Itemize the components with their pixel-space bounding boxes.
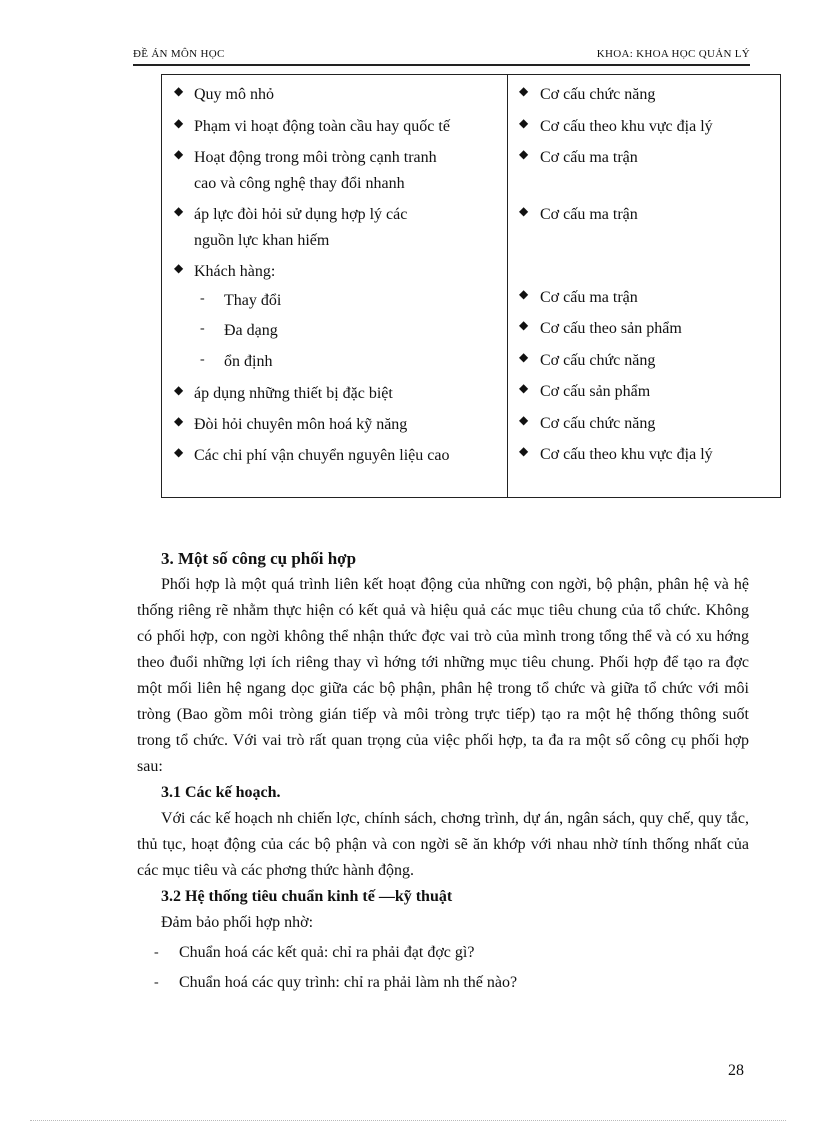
- right-item: Cơ cấu ma trận: [540, 206, 638, 223]
- right-item: Cơ cấu chức năng: [540, 352, 656, 369]
- left-item: Các chi phí vận chuyển nguyên liệu cao: [194, 447, 450, 464]
- structure-table: [161, 74, 781, 498]
- diamond-bullet-icon: ◆: [174, 84, 184, 98]
- diamond-bullet-icon: ◆: [519, 116, 529, 130]
- diamond-bullet-icon: ◆: [174, 261, 184, 275]
- right-item: Cơ cấu chức năng: [540, 415, 656, 432]
- right-item: Cơ cấu sản phẩm: [540, 383, 651, 400]
- list-item-text: Chuẩn hoá các quy trình: chỉ ra phải làm nh thế nào?: [179, 974, 518, 991]
- section-3-1-heading: 3.1 Các kế hoạch.: [161, 784, 281, 801]
- diamond-bullet-icon: ◆: [174, 383, 184, 397]
- diamond-bullet-icon: ◆: [174, 445, 184, 459]
- header-right-title: KHOA: KHOA HỌC QUẢN LÝ: [596, 48, 750, 60]
- diamond-bullet-icon: ◆: [519, 350, 529, 364]
- left-subitem: Đa dạng: [224, 322, 278, 339]
- left-item: Khách hàng:: [194, 263, 276, 280]
- section-3-paragraph: Phối hợp là một quá trình liên kết hoạt động của những con ngời, bộ phận, phân hệ và hệ thống riêng rẽ nhằm thực hiện có kết quả và hiệu quả các mục tiêu chung của tổ chức. Không có phối hợp, con ngời không thể nhận thức đợc vai trò của mình trong tổng thể và có xu hớng theo đuổi những lợi ích riêng thay vì hớng tới những mục tiêu chung. Phối hợp để tạo ra đợc một mối liên hệ ngang dọc giữa các bộ phận, phân hệ trong tổ chức và giữa tổ chức với môi tròng (Bao gồm môi tròng gián tiếp và môi tròng trực tiếp) tạo ra một hệ thống thông suốt trong tổ chức. Với vai trò rất quan trọng của việc phối hợp, ta đa ra một số công cụ phối hợp sau:: [137, 576, 749, 775]
- diamond-bullet-icon: ◆: [519, 413, 529, 427]
- right-item: Cơ cấu theo khu vực địa lý: [540, 446, 713, 463]
- left-item-continuation: nguồn lực khan hiếm: [194, 232, 330, 249]
- left-subitem: Thay đổi: [224, 292, 282, 309]
- dash-bullet-icon: -: [154, 975, 159, 990]
- section-3-2-intro: Đảm bảo phối hợp nhờ:: [161, 914, 314, 931]
- left-item-continuation: cao và công nghệ thay đổi nhanh: [194, 175, 405, 192]
- left-item: Hoạt động trong môi tròng cạnh tranh: [194, 149, 437, 166]
- list-item: [137, 970, 749, 1000]
- dash-bullet-icon: -: [200, 321, 205, 336]
- section-3: [137, 546, 749, 1000]
- left-item: Quy mô nhỏ: [194, 86, 274, 103]
- right-item: Cơ cấu ma trận: [540, 149, 638, 166]
- dash-bullet-icon: -: [200, 291, 205, 306]
- dash-bullet-icon: -: [154, 945, 159, 960]
- diamond-bullet-icon: ◆: [174, 147, 184, 161]
- right-item: Cơ cấu theo khu vực địa lý: [540, 118, 713, 135]
- right-item: Cơ cấu ma trận: [540, 289, 638, 306]
- list-item: [137, 940, 749, 970]
- diamond-bullet-icon: ◆: [519, 318, 529, 332]
- footer-divider: [30, 1120, 786, 1121]
- diamond-bullet-icon: ◆: [519, 287, 529, 301]
- page-number: 28: [728, 1062, 744, 1079]
- left-item: Đòi hỏi chuyên môn hoá kỹ năng: [194, 416, 408, 433]
- left-item: Phạm vi hoạt động toàn cầu hay quốc tế: [194, 118, 450, 135]
- diamond-bullet-icon: ◆: [519, 204, 529, 218]
- section-3-2-heading: 3.2 Hệ thống tiêu chuẩn kinh tế —kỹ thuật: [161, 888, 453, 905]
- diamond-bullet-icon: ◆: [174, 414, 184, 428]
- dash-bullet-icon: -: [200, 352, 205, 367]
- diamond-bullet-icon: ◆: [519, 147, 529, 161]
- diamond-bullet-icon: ◆: [174, 204, 184, 218]
- page-header: [133, 46, 750, 66]
- left-item: áp dụng những thiết bị đặc biệt: [194, 385, 393, 402]
- diamond-bullet-icon: ◆: [519, 381, 529, 395]
- section-3-1-paragraph: Với các kế hoạch nh chiến lợc, chính sách, chơng trình, dự án, ngân sách, quy chế, quy tắc, thủ tục, hoạt động của các bộ phận và con ngời sẽ ăn khớp với nhau nhờ tính thống nhất của các mục tiêu và các phơng thức hành động.: [137, 810, 749, 879]
- left-item: áp lực đòi hỏi sử dụng hợp lý các: [194, 206, 408, 223]
- diamond-bullet-icon: ◆: [519, 444, 529, 458]
- right-item: Cơ cấu theo sản phẩm: [540, 320, 682, 337]
- list-item-text: Chuẩn hoá các kết quả: chỉ ra phải đạt đợc gì?: [179, 944, 475, 961]
- header-left-title: ĐỀ ÁN MÔN HỌC: [133, 48, 225, 60]
- right-item: Cơ cấu chức năng: [540, 86, 656, 103]
- table-divider: [507, 75, 508, 497]
- diamond-bullet-icon: ◆: [519, 84, 529, 98]
- diamond-bullet-icon: ◆: [174, 116, 184, 130]
- left-subitem: ổn định: [224, 353, 273, 370]
- section-3-heading: 3. Một số công cụ phối hợp: [161, 549, 357, 568]
